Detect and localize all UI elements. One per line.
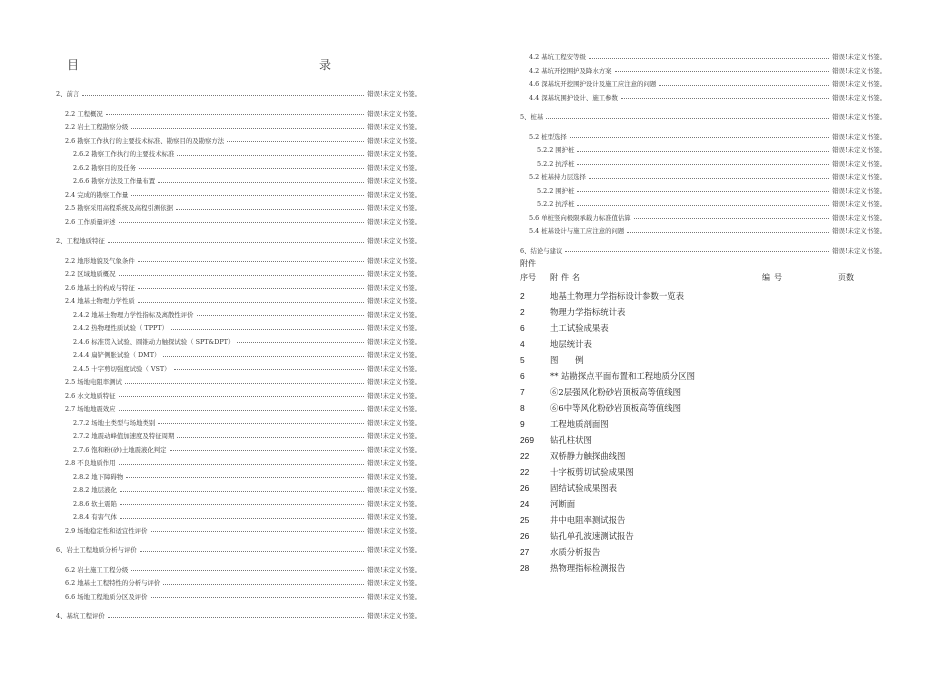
toc-entry-label: 5.2.2 围护桩 — [537, 146, 575, 155]
toc-entry-page: 错误!未定义书签。 — [367, 526, 421, 535]
toc-entry-label: 2.8 不良地质作用 — [65, 459, 116, 468]
toc-leader-dots — [108, 617, 364, 618]
appendix-row — [520, 320, 880, 336]
toc-entry[interactable] — [520, 74, 886, 88]
toc-leader-dots — [171, 329, 364, 330]
toc-leader-dots — [138, 261, 365, 262]
appendix-row — [520, 352, 880, 368]
toc-leader-dots — [634, 218, 830, 219]
toc-entry-page: 错误!未定义书签。 — [367, 612, 421, 621]
toc-entry[interactable] — [56, 231, 421, 245]
toc-entry-label: 4、基坑工程评价 — [56, 612, 105, 621]
toc-entry-page: 错误!未定义书签。 — [367, 190, 421, 199]
appendix-row-no: 28 — [520, 563, 530, 573]
toc-entry[interactable] — [56, 480, 421, 494]
toc-entry-page: 错误!未定义书签。 — [367, 486, 421, 495]
appendix-row — [520, 560, 880, 576]
toc-leader-dots — [176, 209, 364, 210]
toc-entry[interactable] — [56, 171, 421, 185]
toc-left-column — [56, 84, 421, 620]
toc-leader-dots — [589, 58, 829, 59]
toc-entry-label: 2.4.6 标准贯入试验、圆锥动力触探试验（ SPT&DPT） — [73, 337, 235, 346]
appendix-row-no: 22 — [520, 467, 530, 477]
appendix-row — [520, 464, 880, 480]
toc-entry-label: 5、桩基 — [520, 113, 544, 122]
toc-entry[interactable] — [56, 198, 421, 212]
toc-leader-dots — [120, 491, 364, 492]
toc-entry-label: 5.2.2 抗浮桩 — [537, 200, 575, 209]
appendix-row — [520, 416, 880, 432]
toc-entry-label: 2.4 完成的勘察工作量 — [65, 190, 129, 199]
toc-entry[interactable] — [56, 467, 421, 481]
appendix-row — [520, 480, 880, 496]
toc-leader-dots — [119, 396, 365, 397]
appendix-row-name: 图 例 — [550, 355, 584, 365]
toc-leader-dots — [119, 464, 365, 465]
appendix-section — [520, 258, 880, 576]
toc-entry-page: 错误!未定义书签。 — [832, 132, 886, 141]
toc-leader-dots — [131, 128, 364, 129]
appendix-row-name: 地层统计表 — [550, 339, 592, 349]
toc-entry[interactable] — [520, 88, 886, 102]
toc-entry-label: 2、前言 — [56, 90, 80, 99]
toc-entry-label: 6.2 岩土施工工程分级 — [65, 565, 129, 574]
appendix-row-name: 地基土物理力学指标设计参数一览表 — [550, 291, 684, 301]
toc-leader-dots — [158, 423, 364, 424]
toc-leader-dots — [577, 164, 829, 165]
toc-entry-page: 错误!未定义书签。 — [367, 579, 421, 588]
toc-entry-page: 错误!未定义书签。 — [832, 93, 886, 102]
toc-entry[interactable] — [56, 117, 421, 131]
appendix-row-name: 十字板剪切试验成果图 — [550, 467, 634, 477]
appendix-row — [520, 496, 880, 512]
toc-entry[interactable] — [56, 131, 421, 145]
toc-entry-page: 错误!未定义书签。 — [832, 146, 886, 155]
toc-leader-dots — [120, 518, 364, 519]
toc-leader-dots — [174, 369, 365, 370]
toc-entry[interactable] — [56, 507, 421, 521]
toc-entry-label: 5.2.2 围护桩 — [537, 186, 575, 195]
toc-entry-label: 2.6 勘察工作执行的主要技术标准、勘察目的及勘察方法 — [65, 136, 225, 145]
toc-entry-page: 错误!未定义书签。 — [367, 150, 421, 159]
appendix-row — [520, 304, 880, 320]
toc-entry[interactable] — [56, 399, 421, 413]
toc-entry-page: 错误!未定义书签。 — [367, 109, 421, 118]
toc-entry-page: 错误!未定义书签。 — [367, 432, 421, 441]
header-name: 附件名 — [550, 273, 583, 282]
appendix-header — [520, 272, 880, 288]
toc-entry[interactable] — [56, 386, 421, 400]
appendix-row-no: 24 — [520, 499, 530, 509]
appendix-row-no: 9 — [520, 419, 525, 429]
toc-entry[interactable] — [56, 278, 421, 292]
toc-entry[interactable] — [56, 440, 421, 454]
appendix-row — [520, 336, 880, 352]
toc-entry-page: 错误!未定义书签。 — [367, 217, 421, 226]
toc-entry-page: 错误!未定义书签。 — [367, 445, 421, 454]
toc-entry-page: 错误!未定义书签。 — [367, 237, 421, 246]
appendix-row-no: 6 — [520, 371, 525, 381]
appendix-row-name: 河断面 — [550, 499, 576, 509]
toc-entry-label: 5.2 桩型选择 — [529, 132, 567, 141]
toc-entry-label: 2.2 地形地貌及气象条件 — [65, 256, 135, 265]
page-title: 目 录 — [66, 58, 403, 72]
toc-entry-page: 错误!未定义书签。 — [832, 80, 886, 89]
toc-entry-page: 错误!未定义书签。 — [367, 204, 421, 213]
toc-entry-label: 2.4.2 热物理性质试验（ TPPT） — [73, 324, 168, 333]
toc-entry-label: 6、结论与建议 — [520, 246, 563, 255]
toc-entry-page: 错误!未定义书签。 — [832, 66, 886, 75]
toc-entry-label: 2.2 工程概况 — [65, 109, 103, 118]
toc-entry-page: 错误!未定义书签。 — [367, 418, 421, 427]
toc-entry[interactable] — [520, 194, 886, 208]
appendix-row-no: 7 — [520, 387, 525, 397]
toc-entry-page: 错误!未定义书签。 — [832, 159, 886, 168]
toc-entry[interactable] — [520, 221, 886, 235]
toc-entry-page: 错误!未定义书签。 — [367, 499, 421, 508]
toc-entry[interactable] — [56, 521, 421, 535]
toc-entry-page: 错误!未定义书签。 — [367, 136, 421, 145]
toc-entry-label: 2.2 区域地质概况 — [65, 270, 116, 279]
toc-leader-dots — [131, 195, 364, 196]
toc-entry[interactable] — [56, 372, 421, 386]
toc-leader-dots — [108, 242, 364, 243]
toc-leader-dots — [177, 155, 364, 156]
appendix-row — [520, 384, 880, 400]
toc-entry-label: 2.7.2 场地土类型与场地类别 — [73, 418, 156, 427]
toc-entry[interactable] — [56, 540, 421, 554]
toc-entry-label: 2.2 岩土工程勘察分级 — [65, 123, 129, 132]
toc-entry-page: 错误!未定义书签。 — [367, 310, 421, 319]
toc-leader-dots — [151, 531, 365, 532]
toc-entry-page: 错误!未定义书签。 — [832, 186, 886, 195]
toc-entry-label: 2.4.2 地基土物理力学性指标及离散性评价 — [73, 310, 194, 319]
toc-entry[interactable] — [56, 573, 421, 587]
toc-entry-page: 错误!未定义书签。 — [832, 113, 886, 122]
toc-leader-dots — [119, 222, 365, 223]
toc-leader-dots — [615, 71, 830, 72]
toc-entry-page: 错误!未定义书签。 — [832, 227, 886, 236]
toc-entry[interactable] — [520, 181, 886, 195]
toc-entry[interactable] — [520, 107, 886, 121]
toc-entry[interactable] — [520, 47, 886, 61]
appendix-row-name: 固结试验成果图表 — [550, 483, 617, 493]
appendix-row — [520, 288, 880, 304]
toc-entry[interactable] — [520, 208, 886, 222]
appendix-row-no: 2 — [520, 307, 525, 317]
toc-entry-page: 错误!未定义书签。 — [832, 173, 886, 182]
toc-entry-label: 2.4 地基土物理力学性质 — [65, 297, 135, 306]
appendix-row-no: 5 — [520, 355, 525, 365]
appendix-row-no: 6 — [520, 323, 525, 333]
toc-entry-label: 4.4 深基坑围护设计、施工参数 — [529, 93, 618, 102]
toc-entry-label: 5.4 桩基设计与施工应注意的问题 — [529, 227, 625, 236]
toc-entry-page: 错误!未定义书签。 — [367, 472, 421, 481]
toc-leader-dots — [151, 597, 365, 598]
toc-leader-dots — [120, 504, 364, 505]
toc-leader-dots — [119, 410, 365, 411]
appendix-row-no: 27 — [520, 547, 530, 557]
appendix-row-name: 土工试验成果表 — [550, 323, 609, 333]
appendix-row-name: 工程地质剖面图 — [550, 419, 609, 429]
appendix-row-no: 8 — [520, 403, 525, 413]
toc-entry-label: 2.8.6 软土震陷 — [73, 499, 117, 508]
toc-right-column — [520, 47, 886, 254]
toc-entry[interactable] — [56, 494, 421, 508]
toc-entry-label: 2.6 工作质量评述 — [65, 217, 116, 226]
toc-leader-dots — [82, 95, 364, 96]
toc-entry-page: 错误!未定义书签。 — [367, 391, 421, 400]
toc-entry-page: 错误!未定义书签。 — [832, 53, 886, 62]
toc-leader-dots — [163, 584, 364, 585]
toc-entry-page: 错误!未定义书签。 — [832, 213, 886, 222]
toc-entry-page: 错误!未定义书签。 — [367, 565, 421, 574]
toc-leader-dots — [577, 151, 829, 152]
appendix-row-no: 22 — [520, 451, 530, 461]
toc-entry-label: 6、岩土工程地质分析与评价 — [56, 546, 137, 555]
appendix-row — [520, 528, 880, 544]
toc-entry-label: 2.7 场地地震效应 — [65, 405, 116, 414]
toc-entry-page: 错误!未定义书签。 — [367, 256, 421, 265]
toc-entry-label: 2.6 地基土的构成与特征 — [65, 283, 135, 292]
toc-leader-dots — [163, 356, 364, 357]
toc-entry[interactable] — [520, 140, 886, 154]
toc-entry[interactable] — [56, 318, 421, 332]
appendix-row — [520, 368, 880, 384]
toc-entry[interactable] — [56, 332, 421, 346]
appendix-row — [520, 448, 880, 464]
toc-entry-label: 5.2 桩基持力层选择 — [529, 173, 586, 182]
toc-entry[interactable] — [56, 305, 421, 319]
toc-leader-dots — [577, 205, 829, 206]
toc-leader-dots — [139, 168, 364, 169]
appendix-row-name: 水质分析报告 — [550, 547, 601, 557]
toc-entry-label: 2、工程地质特征 — [56, 237, 105, 246]
toc-leader-dots — [131, 570, 364, 571]
header-no: 序号 — [520, 273, 536, 282]
toc-leader-dots — [227, 141, 364, 142]
toc-entry[interactable] — [56, 560, 421, 574]
toc-leader-dots — [621, 98, 829, 99]
toc-entry-page: 错误!未定义书签。 — [367, 592, 421, 601]
toc-leader-dots — [170, 450, 365, 451]
toc-entry-label: 2.6.2 勘察目的及任务 — [73, 163, 137, 172]
toc-leader-dots — [570, 137, 830, 138]
toc-entry-page: 错误!未定义书签。 — [367, 405, 421, 414]
toc-entry[interactable] — [520, 61, 886, 75]
appendix-row-name: ** 站勘探点平面布置和工程地质分区图 — [550, 371, 696, 381]
appendix-row — [520, 544, 880, 560]
toc-leader-dots — [659, 85, 829, 86]
toc-entry-page: 错误!未定义书签。 — [832, 246, 886, 255]
appendix-row — [520, 400, 880, 416]
appendix-row-no: 25 — [520, 515, 530, 525]
appendix-row-name: 钻孔柱状图 — [550, 435, 592, 445]
toc-entry-label: 2.8.2 地层液化 — [73, 486, 117, 495]
appendix-row-name: 热物理指标检测报告 — [550, 563, 626, 573]
toc-entry[interactable] — [56, 587, 421, 601]
toc-entry-label: 4.6 深基坑开挖围护设计及施工应注意的问题 — [529, 80, 657, 89]
toc-leader-dots — [138, 288, 365, 289]
appendix-row-no: 269 — [520, 435, 534, 445]
appendix-row-no: 26 — [520, 531, 530, 541]
toc-entry[interactable] — [56, 453, 421, 467]
toc-entry[interactable] — [56, 84, 421, 98]
appendix-rows — [520, 288, 880, 576]
toc-entry-label: 2.9 场地稳定性和适宜性评价 — [65, 526, 148, 535]
appendix-row-name: 物理力学指标统计表 — [550, 307, 626, 317]
toc-entry-page: 错误!未定义书签。 — [832, 200, 886, 209]
toc-leader-dots — [627, 232, 829, 233]
appendix-row — [520, 432, 880, 448]
toc-entry-label: 5.6 单桩竖向极限承载力标准值估算 — [529, 213, 631, 222]
appendix-row-name: ⑥2层强风化粉砂岩顶板高等值线图 — [550, 387, 681, 397]
toc-entry-label: 6.6 场地工程地质分区及评价 — [65, 592, 148, 601]
toc-entry[interactable] — [520, 167, 886, 181]
toc-entry[interactable] — [56, 158, 421, 172]
appendix-row-no: 2 — [520, 291, 525, 301]
header-code: 编号 — [762, 273, 786, 282]
toc-leader-dots — [125, 383, 364, 384]
toc-entry-page: 错误!未定义书签。 — [367, 337, 421, 346]
toc-entry-label: 2.8.2 地下障碍物 — [73, 472, 124, 481]
toc-entry-page: 错误!未定义书签。 — [367, 546, 421, 555]
toc-entry-label: 2.5 场地电阻率测试 — [65, 378, 122, 387]
toc-entry-label: 2.7.6 饱和粉(砂)土地震液化判定 — [73, 445, 167, 454]
toc-entry-page: 错误!未定义书签。 — [367, 351, 421, 360]
appendix-title: 附件 — [520, 259, 536, 268]
appendix-row-name: ⑥6中等风化粉砂岩顶板高等值线图 — [550, 403, 681, 413]
toc-entry[interactable] — [56, 251, 421, 265]
appendix-row-name: 钻孔单孔波速测试报告 — [550, 531, 634, 541]
toc-entry[interactable] — [520, 154, 886, 168]
appendix-row — [520, 512, 880, 528]
toc-entry[interactable] — [56, 104, 421, 118]
toc-leader-dots — [546, 118, 829, 119]
toc-leader-dots — [126, 477, 364, 478]
toc-entry-page: 错误!未定义书签。 — [367, 270, 421, 279]
toc-entry-label: 4.2 基坑开挖围护及降水方案 — [529, 66, 612, 75]
toc-entry-label: 2.6 水文地质特征 — [65, 391, 116, 400]
appendix-row-name: 井中电阻率测试报告 — [550, 515, 626, 525]
toc-entry-page: 错误!未定义书签。 — [367, 364, 421, 373]
toc-leader-dots — [177, 437, 364, 438]
toc-entry-page: 错误!未定义书签。 — [367, 513, 421, 522]
toc-entry-label: 2.4.5 十字剪切强度试验（ VST） — [73, 364, 171, 373]
toc-entry-page: 错误!未定义书签。 — [367, 90, 421, 99]
toc-leader-dots — [237, 342, 364, 343]
toc-entry[interactable] — [56, 413, 421, 427]
toc-entry-page: 错误!未定义书签。 — [367, 378, 421, 387]
toc-entry[interactable] — [56, 212, 421, 226]
toc-leader-dots — [138, 302, 365, 303]
toc-entry-label: 2.6.6 勘察方法及工作量布置 — [73, 177, 156, 186]
toc-leader-dots — [140, 551, 365, 552]
toc-entry[interactable] — [56, 426, 421, 440]
toc-entry-page: 错误!未定义书签。 — [367, 297, 421, 306]
toc-entry[interactable] — [56, 264, 421, 278]
toc-leader-dots — [589, 178, 829, 179]
toc-entry-page: 错误!未定义书签。 — [367, 177, 421, 186]
toc-entry-label: 2.8.4 有害气体 — [73, 513, 117, 522]
toc-entry-page: 错误!未定义书签。 — [367, 163, 421, 172]
toc-entry-page: 错误!未定义书签。 — [367, 324, 421, 333]
toc-entry[interactable] — [56, 144, 421, 158]
toc-entry[interactable] — [56, 345, 421, 359]
toc-entry-label: 2.5 勘察采用高程系统及高程引测依据 — [65, 204, 174, 213]
toc-entry-label: 2.7.2 地震动峰值加速度及特征周期 — [73, 432, 175, 441]
toc-entry[interactable] — [56, 291, 421, 305]
toc-entry[interactable] — [56, 359, 421, 373]
toc-entry-page: 错误!未定义书签。 — [367, 123, 421, 132]
toc-leader-dots — [158, 182, 364, 183]
toc-entry-label: 6.2 地基土工程特性的分析与评价 — [65, 579, 161, 588]
toc-entry-page: 错误!未定义书签。 — [367, 459, 421, 468]
toc-entry-label: 5.2.2 抗浮桩 — [537, 159, 575, 168]
header-pages: 页数 — [838, 273, 854, 282]
toc-entry[interactable] — [520, 127, 886, 141]
toc-entry-label: 4.2 基坑工程安等级 — [529, 53, 586, 62]
toc-entry-label: 2.4.4 扁铲侧胀试验（ DMT） — [73, 351, 161, 360]
toc-leader-dots — [197, 315, 365, 316]
appendix-row-name: 双桥静力触探曲线图 — [550, 451, 626, 461]
toc-entry-page: 错误!未定义书签。 — [367, 283, 421, 292]
toc-leader-dots — [106, 114, 365, 115]
toc-entry[interactable] — [520, 241, 886, 255]
toc-entry[interactable] — [56, 606, 421, 620]
toc-leader-dots — [119, 275, 365, 276]
appendix-row-no: 26 — [520, 483, 530, 493]
toc-leader-dots — [577, 191, 829, 192]
appendix-row-no: 4 — [520, 339, 525, 349]
toc-leader-dots — [565, 251, 829, 252]
toc-entry[interactable] — [56, 185, 421, 199]
toc-entry-label: 2.6.2 勘察工作执行的主要技术标准 — [73, 150, 175, 159]
